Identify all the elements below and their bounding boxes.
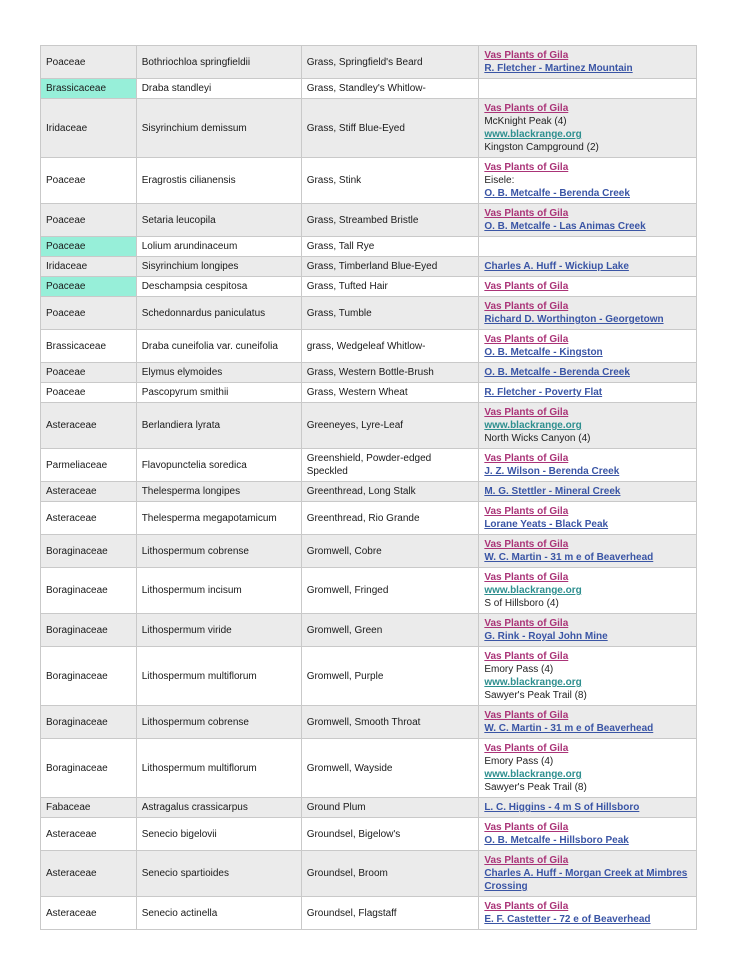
gila-plants-link[interactable]: Vas Plants of Gila [484,822,569,833]
common-name-cell: Groundsel, Broom [301,851,479,897]
species-cell: Sisyrinchium longipes [136,257,301,277]
plant-checklist-table [40,45,697,930]
common-name-cell: Grass, Western Bottle-Brush [301,363,479,383]
species-cell: Senecio bigelovii [136,818,301,851]
collector-locality-link[interactable]: O. B. Metcalfe - Kingston [484,347,603,358]
blackrange-site-link[interactable]: www.blackrange.org [484,769,582,780]
location-note: Sawyer's Peak Trail (8) [484,782,587,793]
species-cell: Senecio actinella [136,897,301,930]
collector-locality-link[interactable]: L. C. Higgins - 4 m S of Hillsboro [484,802,640,813]
links-cell [479,614,697,647]
common-name-cell: Grass, Western Wheat [301,383,479,403]
links-cell [479,330,697,363]
collector-locality-link[interactable]: O. B. Metcalfe - Berenda Creek [484,367,630,378]
species-cell: Eragrostis cilianensis [136,158,301,204]
plant-table-body [41,46,697,930]
species-cell: Lithospermum cobrense [136,535,301,568]
table-row [41,257,697,277]
table-row [41,383,697,403]
gila-plants-link[interactable]: Vas Plants of Gila [484,281,569,292]
collector-locality-link[interactable]: Charles A. Huff - Wickiup Lake [484,261,629,272]
collector-locality-link[interactable]: R. Fletcher - Martinez Mountain [484,63,633,74]
gila-plants-link[interactable]: Vas Plants of Gila [484,618,569,629]
gila-plants-link[interactable]: Vas Plants of Gila [484,453,569,464]
family-cell: Asteraceae [41,502,137,535]
links-cell [479,647,697,706]
table-row [41,237,697,257]
table-row [41,568,697,614]
links-cell [479,363,697,383]
family-cell: Boraginaceae [41,706,137,739]
common-name-cell: Greenthread, Long Stalk [301,482,479,502]
common-name-cell: Grass, Stiff Blue-Eyed [301,99,479,158]
table-row [41,99,697,158]
gila-plants-link[interactable]: Vas Plants of Gila [484,901,569,912]
gila-plants-link[interactable]: Vas Plants of Gila [484,334,569,345]
links-cell [479,482,697,502]
links-cell [479,897,697,930]
table-row [41,818,697,851]
table-row [41,363,697,383]
family-cell: Poaceae [41,297,137,330]
common-name-cell: Groundsel, Flagstaff [301,897,479,930]
common-name-cell: Gromwell, Smooth Throat [301,706,479,739]
location-note: S of Hillsboro (4) [484,598,559,609]
family-cell: Poaceae [41,277,137,297]
common-name-cell: Grass, Standley's Whitlow- [301,79,479,99]
location-note: Emory Pass (4) [484,756,554,767]
table-row [41,739,697,798]
collector-locality-link[interactable]: W. C. Martin - 31 m e of Beaverhead [484,723,654,734]
species-cell: Flavopunctelia soredica [136,449,301,482]
species-cell: Lithospermum multiflorum [136,647,301,706]
family-cell: Boraginaceae [41,568,137,614]
common-name-cell: Gromwell, Green [301,614,479,647]
blackrange-site-link[interactable]: www.blackrange.org [484,585,582,596]
gila-plants-link[interactable]: Vas Plants of Gila [484,743,569,754]
links-cell [479,739,697,798]
location-note: Emory Pass (4) [484,664,554,675]
common-name-cell: Grass, Springfield's Beard [301,46,479,79]
links-cell [479,79,697,99]
common-name-cell: Greenthread, Rio Grande [301,502,479,535]
family-cell: Asteraceae [41,897,137,930]
collector-locality-link[interactable]: W. C. Martin - 31 m e of Beaverhead [484,552,654,563]
common-name-cell: grass, Wedgeleaf Whitlow- [301,330,479,363]
links-cell [479,237,697,257]
links-cell [479,502,697,535]
common-name-cell: Gromwell, Cobre [301,535,479,568]
table-row [41,614,697,647]
table-row [41,204,697,237]
common-name-cell: Gromwell, Wayside [301,739,479,798]
family-cell: Brassicaceae [41,79,137,99]
table-row [41,46,697,79]
family-cell: Fabaceae [41,798,137,818]
common-name-cell: Greeneyes, Lyre-Leaf [301,403,479,449]
blackrange-site-link[interactable]: www.blackrange.org [484,420,582,431]
family-cell: Boraginaceae [41,535,137,568]
species-cell: Deschampsia cespitosa [136,277,301,297]
gila-plants-link[interactable]: Vas Plants of Gila [484,103,569,114]
table-row [41,706,697,739]
common-name-cell: Ground Plum [301,798,479,818]
common-name-cell: Grass, Streambed Bristle [301,204,479,237]
species-cell: Schedonnardus paniculatus [136,297,301,330]
gila-plants-link[interactable]: Vas Plants of Gila [484,539,569,550]
family-cell: Poaceae [41,158,137,204]
family-cell: Asteraceae [41,403,137,449]
location-note: Sawyer's Peak Trail (8) [484,690,587,701]
species-cell: Bothriochloa springfieldii [136,46,301,79]
species-cell: Draba standleyi [136,79,301,99]
species-cell: Senecio spartioides [136,851,301,897]
common-name-cell: Grass, Stink [301,158,479,204]
family-cell: Asteraceae [41,818,137,851]
links-cell [479,257,697,277]
family-cell: Iridaceae [41,99,137,158]
table-row [41,502,697,535]
species-cell: Lithospermum cobrense [136,706,301,739]
species-cell: Pascopyrum smithii [136,383,301,403]
family-cell: Brassicaceae [41,330,137,363]
table-row [41,535,697,568]
species-cell: Astragalus crassicarpus [136,798,301,818]
species-cell: Elymus elymoides [136,363,301,383]
collector-locality-link[interactable]: R. Fletcher - Poverty Flat [484,387,603,398]
family-cell: Poaceae [41,237,137,257]
common-name-cell: Grass, Tall Rye [301,237,479,257]
links-cell [479,204,697,237]
blackrange-site-link[interactable]: www.blackrange.org [484,129,582,140]
species-cell: Lithospermum viride [136,614,301,647]
links-cell [479,449,697,482]
species-cell: Lithospermum incisum [136,568,301,614]
location-note: Eisele: [484,175,515,186]
collector-locality-link[interactable]: M. G. Stettler - Mineral Creek [484,486,621,497]
table-row [41,158,697,204]
links-cell [479,277,697,297]
common-name-cell: Grass, Tufted Hair [301,277,479,297]
species-cell: Sisyrinchium demissum [136,99,301,158]
table-row [41,330,697,363]
collector-locality-link[interactable]: J. Z. Wilson - Berenda Creek [484,466,620,477]
links-cell [479,798,697,818]
table-row [41,897,697,930]
links-cell [479,535,697,568]
species-cell: Draba cuneifolia var. cuneifolia [136,330,301,363]
links-cell [479,851,697,897]
table-row [41,851,697,897]
species-cell: Lolium arundinaceum [136,237,301,257]
common-name-cell: Greenshield, Powder-edged Speckled [301,449,479,482]
location-note: McKnight Peak (4) [484,116,567,127]
gila-plants-link[interactable]: Vas Plants of Gila [484,651,569,662]
gila-plants-link[interactable]: Vas Plants of Gila [484,301,569,312]
gila-plants-link[interactable]: Vas Plants of Gila [484,50,569,61]
table-row [41,449,697,482]
collector-locality-link[interactable]: O. B. Metcalfe - Las Animas Creek [484,221,646,232]
links-cell [479,99,697,158]
table-row [41,297,697,330]
gila-plants-link[interactable]: Vas Plants of Gila [484,855,569,866]
collector-locality-link[interactable]: O. B. Metcalfe - Berenda Creek [484,188,630,199]
family-cell: Poaceae [41,383,137,403]
common-name-cell: Grass, Timberland Blue-Eyed [301,257,479,277]
gila-plants-link[interactable]: Vas Plants of Gila [484,162,569,173]
family-cell: Poaceae [41,204,137,237]
family-cell: Poaceae [41,363,137,383]
collector-locality-link[interactable]: Lorane Yeats - Black Peak [484,519,609,530]
common-name-cell: Groundsel, Bigelow's [301,818,479,851]
family-cell: Asteraceae [41,851,137,897]
table-row [41,647,697,706]
table-row [41,798,697,818]
family-cell: Asteraceae [41,482,137,502]
gila-plants-link[interactable]: Vas Plants of Gila [484,572,569,583]
gila-plants-link[interactable]: Vas Plants of Gila [484,506,569,517]
common-name-cell: Grass, Tumble [301,297,479,330]
links-cell [479,403,697,449]
table-row [41,277,697,297]
species-cell: Berlandiera lyrata [136,403,301,449]
common-name-cell: Gromwell, Purple [301,647,479,706]
gila-plants-link[interactable]: Vas Plants of Gila [484,710,569,721]
collector-locality-link[interactable]: Richard D. Worthington - Georgetown [484,314,664,325]
gila-plants-link[interactable]: Vas Plants of Gila [484,208,569,219]
collector-locality-link[interactable]: G. Rink - Royal John Mine [484,631,608,642]
family-cell: Boraginaceae [41,739,137,798]
table-row [41,482,697,502]
location-note: Kingston Campground (2) [484,142,599,153]
location-note: North Wicks Canyon (4) [484,433,591,444]
collector-locality-link[interactable]: E. F. Castetter - 72 e of Beaverhead [484,914,651,925]
family-cell: Parmeliaceae [41,449,137,482]
gila-plants-link[interactable]: Vas Plants of Gila [484,407,569,418]
table-row [41,403,697,449]
family-cell: Iridaceae [41,257,137,277]
species-cell: Setaria leucopila [136,204,301,237]
links-cell [479,818,697,851]
links-cell [479,383,697,403]
family-cell: Poaceae [41,46,137,79]
links-cell [479,158,697,204]
species-cell: Thelesperma longipes [136,482,301,502]
links-cell [479,297,697,330]
common-name-cell: Gromwell, Fringed [301,568,479,614]
blackrange-site-link[interactable]: www.blackrange.org [484,677,582,688]
collector-locality-link[interactable]: O. B. Metcalfe - Hillsboro Peak [484,835,629,846]
links-cell [479,46,697,79]
collector-locality-link[interactable]: Charles A. Huff - Morgan Creek at Mimbres Crossing [484,868,688,892]
family-cell: Boraginaceae [41,614,137,647]
family-cell: Boraginaceae [41,647,137,706]
species-cell: Lithospermum multiflorum [136,739,301,798]
links-cell [479,706,697,739]
links-cell [479,568,697,614]
species-cell: Thelesperma megapotamicum [136,502,301,535]
table-row [41,79,697,99]
